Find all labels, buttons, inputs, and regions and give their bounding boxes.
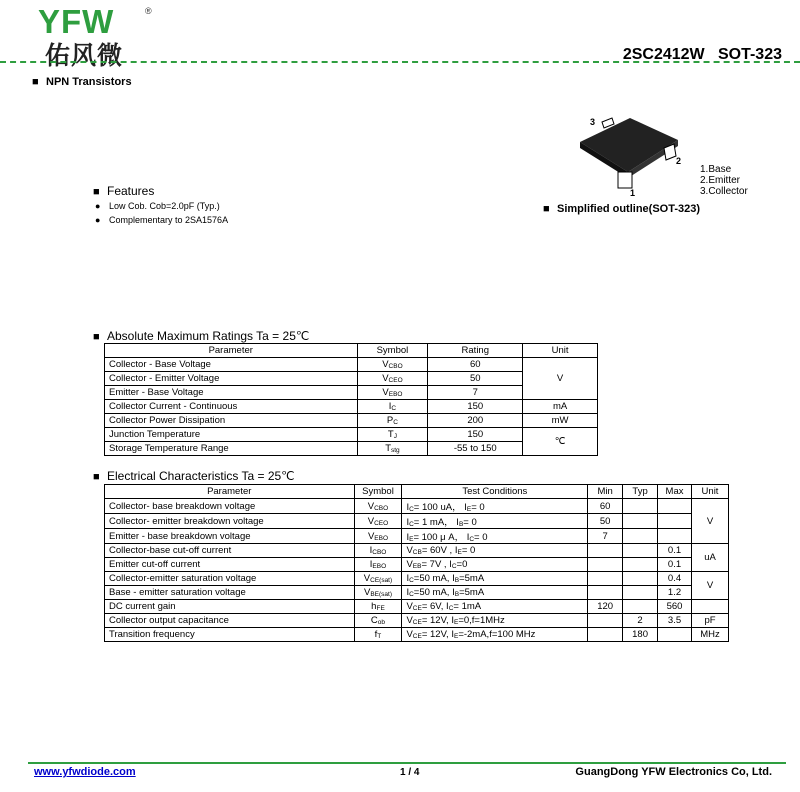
pin-label-2: 2 xyxy=(676,156,682,166)
symbol: $I_C$ xyxy=(357,400,428,414)
package-pin-3 xyxy=(602,118,614,128)
package-caption: ■ Simplified outline(SOT-323) xyxy=(543,203,700,215)
max xyxy=(658,529,692,544)
unit: pF xyxy=(692,614,729,628)
param: Collector-emitter saturation voltage xyxy=(105,572,355,586)
table-row xyxy=(105,428,598,442)
min: 60 xyxy=(588,499,623,514)
feature-item: ● Complementary to 2SA1576A xyxy=(95,215,228,225)
max xyxy=(658,514,692,529)
max xyxy=(658,628,692,642)
param: Collector- emitter breakdown voltage xyxy=(105,514,355,529)
product-type: ■ NPN Transistors xyxy=(32,76,132,88)
registered-mark: ® xyxy=(145,6,152,16)
symbol: $h_{FE}$ xyxy=(354,600,402,614)
col-header: Rating xyxy=(428,344,523,358)
col-header: Min xyxy=(588,485,623,499)
param: Collector output capacitance xyxy=(105,614,355,628)
test-conditions: $I_C=50$ mA, $I_B=5mA$ xyxy=(402,586,588,600)
unit: mA xyxy=(523,400,598,414)
col-header: Unit xyxy=(692,485,729,499)
unit: mW xyxy=(523,414,598,428)
param: Emitter - Base Voltage xyxy=(105,386,358,400)
unit: V xyxy=(692,572,729,600)
symbol: $f_T$ xyxy=(354,628,402,642)
table-row xyxy=(105,529,729,544)
abs-max-table xyxy=(104,343,598,456)
logo-text: YFW xyxy=(38,3,115,40)
min: 7 xyxy=(588,529,623,544)
table-row xyxy=(105,514,729,529)
rating: -55 to 150 xyxy=(428,442,523,456)
typ: 2 xyxy=(623,614,658,628)
pin-base: 1.Base xyxy=(700,164,732,175)
unit: V xyxy=(692,499,729,544)
symbol: $T_{stg}$ xyxy=(357,442,428,456)
min: 50 xyxy=(588,514,623,529)
typ: 180 xyxy=(623,628,658,642)
table-row xyxy=(105,414,598,428)
col-header: Symbol xyxy=(357,344,428,358)
symbol: $V_{EBO}$ xyxy=(357,386,428,400)
param: Collector - Emitter Voltage xyxy=(105,372,358,386)
typ xyxy=(623,572,658,586)
abs-max-heading: ■ Absolute Maximum Ratings Ta = 25℃ xyxy=(93,329,309,343)
pin-collector: 3.Collector xyxy=(700,186,748,197)
max xyxy=(658,499,692,514)
table-row xyxy=(105,499,729,514)
typ xyxy=(623,586,658,600)
max: 0.4 xyxy=(658,572,692,586)
param: Emitter - base breakdown voltage xyxy=(105,529,355,544)
test-conditions: $V_{EB}= 7V$ , $I_C=0$ xyxy=(402,558,588,572)
col-header: Symbol xyxy=(354,485,402,499)
typ xyxy=(623,499,658,514)
logo-chinese-name: 佑风微 xyxy=(45,41,124,70)
param: Junction Temperature xyxy=(105,428,358,442)
test-conditions: $I_C=50$ mA, $I_B=5mA$ xyxy=(402,572,588,586)
min xyxy=(588,586,623,600)
test-conditions: $I_C= 1$ mA， $I_B= 0$ xyxy=(402,514,588,529)
table-row xyxy=(105,358,598,372)
col-header: Max xyxy=(658,485,692,499)
test-conditions: $I_C= 100$ uA， $I_E= 0$ xyxy=(402,499,588,514)
col-header: Parameter xyxy=(105,485,355,499)
table-header-row xyxy=(105,344,598,358)
table-header-row xyxy=(105,485,729,499)
test-conditions: $V_{CE}= 6V$, $I_C= 1mA$ xyxy=(402,600,588,614)
symbol: $V_{CEO}$ xyxy=(357,372,428,386)
symbol: $V_{CBO}$ xyxy=(354,499,402,514)
pin-list xyxy=(700,164,748,197)
rating: 200 xyxy=(428,414,523,428)
typ xyxy=(623,558,658,572)
symbol: $I_{CBO}$ xyxy=(354,544,402,558)
table-row xyxy=(105,614,729,628)
unit xyxy=(692,600,729,614)
unit: uA xyxy=(692,544,729,572)
test-conditions: $V_{CB}= 60V$ , $I_E= 0$ xyxy=(402,544,588,558)
table-row xyxy=(105,544,729,558)
param: DC current gain xyxy=(105,600,355,614)
table-row xyxy=(105,628,729,642)
table-row xyxy=(105,586,729,600)
rating: 7 xyxy=(428,386,523,400)
symbol: $C_{ob}$ xyxy=(354,614,402,628)
min xyxy=(588,572,623,586)
company-name: GuangDong YFW Electronics Co, Ltd. xyxy=(575,766,772,778)
symbol: $V_{EBO}$ xyxy=(354,529,402,544)
unit: ℃ xyxy=(523,428,598,456)
min: 120 xyxy=(588,600,623,614)
min xyxy=(588,544,623,558)
rating: 150 xyxy=(428,428,523,442)
max: 0.1 xyxy=(658,544,692,558)
symbol: $V_{CEO}$ xyxy=(354,514,402,529)
table-row xyxy=(105,572,729,586)
pin-label-3: 3 xyxy=(590,117,596,127)
footer-divider xyxy=(28,762,786,764)
param: Base - emitter saturation voltage xyxy=(105,586,355,600)
rating: 150 xyxy=(428,400,523,414)
rating: 50 xyxy=(428,372,523,386)
symbol: $I_{EBO}$ xyxy=(354,558,402,572)
col-header: Test Conditions xyxy=(402,485,588,499)
test-conditions: $I_E= 100$ μ A， $I_C= 0$ xyxy=(402,529,588,544)
param: Emitter cut-off current xyxy=(105,558,355,572)
param: Storage Temperature Range xyxy=(105,442,358,456)
test-conditions: $V_{CE}= 12V$, $I_E=-2mA,f=100$ MHz xyxy=(402,628,588,642)
min xyxy=(588,558,623,572)
package-pin-1 xyxy=(618,172,632,188)
unit: V xyxy=(523,358,598,400)
unit: MHz xyxy=(692,628,729,642)
elec-heading: ■ Electrical Characteristics Ta = 25℃ xyxy=(93,469,295,483)
website-link[interactable]: www.yfwdiode.com xyxy=(34,766,136,778)
max: 3.5 xyxy=(658,614,692,628)
part-title: 2SC2412W SOT-323 xyxy=(622,46,782,63)
symbol: $V_{BE(sat)}$ xyxy=(354,586,402,600)
min xyxy=(588,628,623,642)
pin-emitter: 2.Emitter xyxy=(700,175,741,186)
symbol: $V_{CBO}$ xyxy=(357,358,428,372)
typ xyxy=(623,529,658,544)
pin-label-1: 1 xyxy=(630,188,636,198)
param: Collector-base cut-off current xyxy=(105,544,355,558)
symbol: $V_{CE(sat)}$ xyxy=(354,572,402,586)
header-divider xyxy=(0,61,800,63)
table-row xyxy=(105,600,729,614)
col-header: Parameter xyxy=(105,344,358,358)
test-conditions: $V_{CE}= 12V$, $I_E=0,f=1MHz$ xyxy=(402,614,588,628)
max: 1.2 xyxy=(658,586,692,600)
param: Collector Power Dissipation xyxy=(105,414,358,428)
col-header: Unit xyxy=(523,344,598,358)
typ xyxy=(623,514,658,529)
typ xyxy=(623,544,658,558)
rating: 60 xyxy=(428,358,523,372)
symbol: $T_J$ xyxy=(357,428,428,442)
max: 0.1 xyxy=(658,558,692,572)
symbol: $P_C$ xyxy=(357,414,428,428)
table-row xyxy=(105,400,598,414)
sot323-package-drawing xyxy=(570,110,690,195)
features-heading: ■ Features xyxy=(93,184,154,198)
param: Collector- base breakdown voltage xyxy=(105,499,355,514)
param: Collector - Base Voltage xyxy=(105,358,358,372)
param: Collector Current - Continuous xyxy=(105,400,358,414)
elec-char-table xyxy=(104,484,729,642)
col-header: Typ xyxy=(623,485,658,499)
param: Transition frequency xyxy=(105,628,355,642)
min xyxy=(588,614,623,628)
feature-item: ● Low Cob. Cob=2.0pF (Typ.) xyxy=(95,201,220,211)
max: 560 xyxy=(658,600,692,614)
typ xyxy=(623,600,658,614)
page-number: 1 / 4 xyxy=(400,767,420,778)
table-row xyxy=(105,558,729,572)
